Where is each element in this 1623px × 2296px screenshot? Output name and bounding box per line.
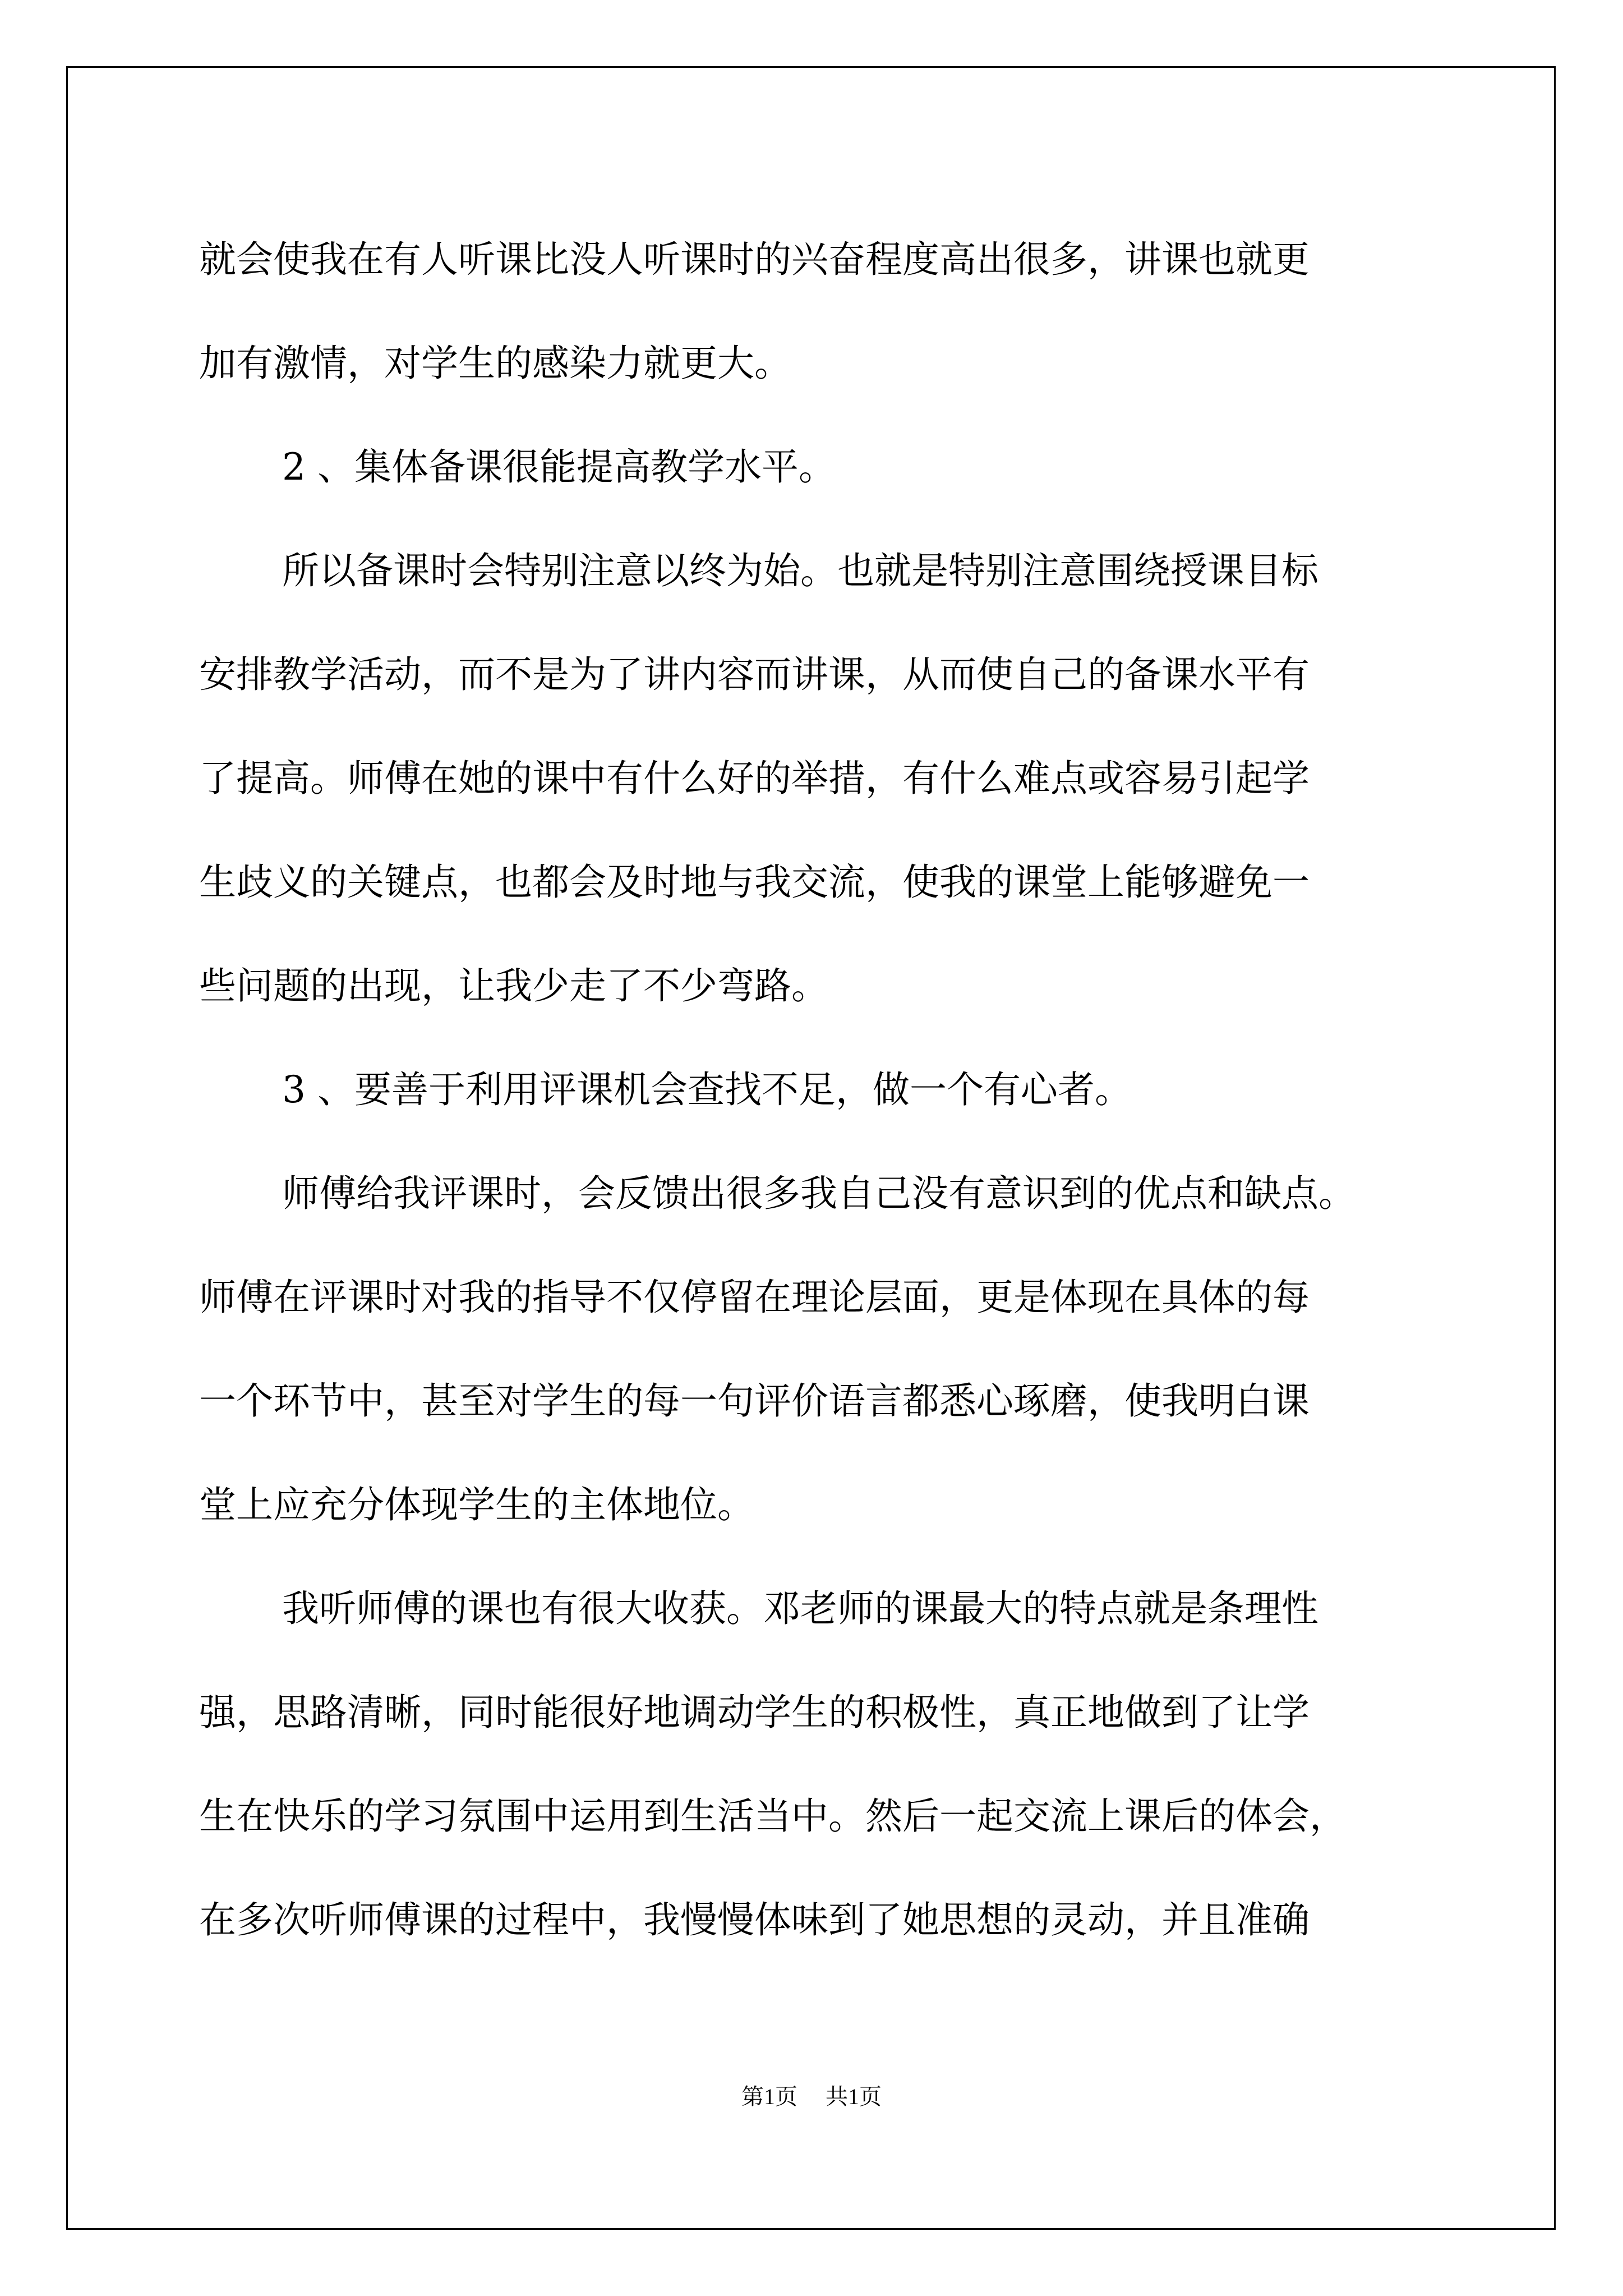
text-line: 些问题的出现，让我少走了不少弯路。 bbox=[199, 964, 828, 1007]
document-body bbox=[199, 208, 1433, 1972]
page-number: 第1页 bbox=[741, 2084, 797, 2109]
text-line: 堂上应充分体现学生的主体地位。 bbox=[199, 1483, 754, 1526]
text-line: 就会使我在有人听课比没人听课时的兴奋程度高出很多，讲课也就更 bbox=[199, 238, 1310, 281]
text-line: 在多次听师傅课的过程中，我慢慢体味到了她思想的灵动，并且准确 bbox=[199, 1898, 1310, 1941]
text-line: 生歧义的关键点，也都会及时地与我交流，使我的课堂上能够避免一 bbox=[199, 861, 1310, 904]
text-line: 安排教学活动，而不是为了讲内容而讲课，从而使自己的备课水平有 bbox=[199, 653, 1310, 696]
text-line: 师傅在评课时对我的指导不仅停留在理论层面，更是体现在具体的每 bbox=[199, 1276, 1310, 1319]
text-line: 加有激情，对学生的感染力就更大。 bbox=[199, 342, 791, 385]
text-line: 所以备课时会特别注意以终为始。也就是特别注意围绕授课目标 bbox=[282, 549, 1318, 592]
text-line: 我听师傅的课也有很大收获。邓老师的课最大的特点就是条理性 bbox=[282, 1587, 1318, 1630]
text-line: 强，思路清晰，同时能很好地调动学生的积极性，真正地做到了让学 bbox=[199, 1691, 1310, 1734]
text-line: 了提高。师傅在她的课中有什么好的举措，有什么难点或容易引起学 bbox=[199, 757, 1310, 800]
text-line: 生在快乐的学习氛围中运用到生活当中。然后一起交流上课后的体会， bbox=[199, 1795, 1347, 1838]
text-line: 一个环节中，甚至对学生的每一句评价语言都悉心琢磨，使我明白课 bbox=[199, 1379, 1310, 1423]
page-footer bbox=[0, 2080, 1623, 2114]
page-total: 共1页 bbox=[826, 2084, 882, 2109]
section-heading: 3 、要善于利用评课机会查找不足，做一个有心者。 bbox=[282, 1068, 1132, 1111]
section-heading: 2 、集体备课很能提高教学水平。 bbox=[282, 445, 836, 489]
text-line: 师傅给我评课时，会反馈出很多我自己没有意识到的优点和缺点。 bbox=[282, 1172, 1355, 1215]
